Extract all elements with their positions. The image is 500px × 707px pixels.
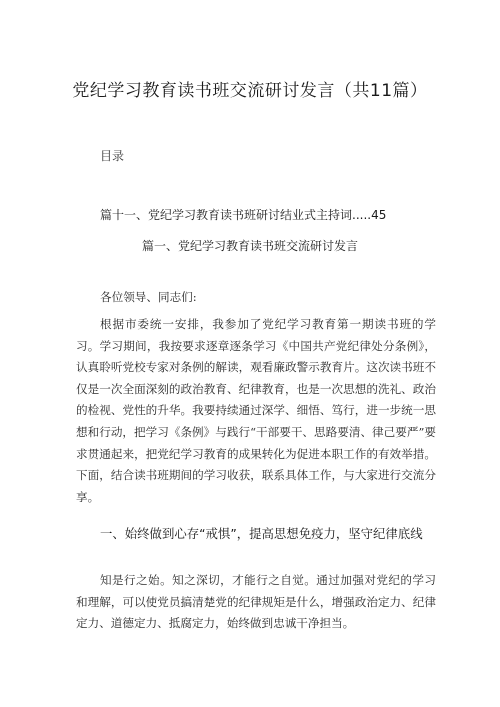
body-paragraph: 根据市委统一安排，我参加了党纪学习教育第一期读书班的学习。学习期间，我按要求逐章逐条学习《中国共产党纪律处分条例》，认真聆听党校专家对条例的解读，观看廉政警示教育片。这次读书班不仅是一次全面深刻的政治教育、纪律教育，也是一次思想的洗礼、政治的检视、党性的升华。我要持续通过深学、细悟、笃行，进一步统一思想和行动，把学习《条例》与践行“干部要干、思路要清、律己要严”要求贯通起来，把党纪学习教育的成果转化为促进本职工作的有效举措。下面，结合读书班期间的学习收获，联系具体工作，与大家进行交流分享。: [76, 317, 436, 504]
toc-item[interactable]: 篇十一、党纪学习教育读书班研讨结业式主持词.....45: [100, 208, 387, 222]
subheading: 一、始终做到心存“戒惧”，提高思想免疫力，坚守纪律底线: [100, 526, 423, 541]
section-title: 篇一、党纪学习教育读书班交流研讨发言: [141, 239, 358, 253]
body-paragraph: 知是行之始。知之深切，才能行之自觉。通过加强对党纪的学习和理解，可以使党员搞清楚党的纪律规矩是什么，增强政治定力、纪律定力、道德定力、抵腐定力，始终做到忠诚干净担当。: [76, 573, 436, 631]
document-title: 党纪学习教育读书班交流研讨发言（共11篇）: [72, 81, 428, 101]
toc-heading: 目录: [100, 149, 125, 163]
salutation: 各位领导、同志们:: [100, 290, 197, 304]
